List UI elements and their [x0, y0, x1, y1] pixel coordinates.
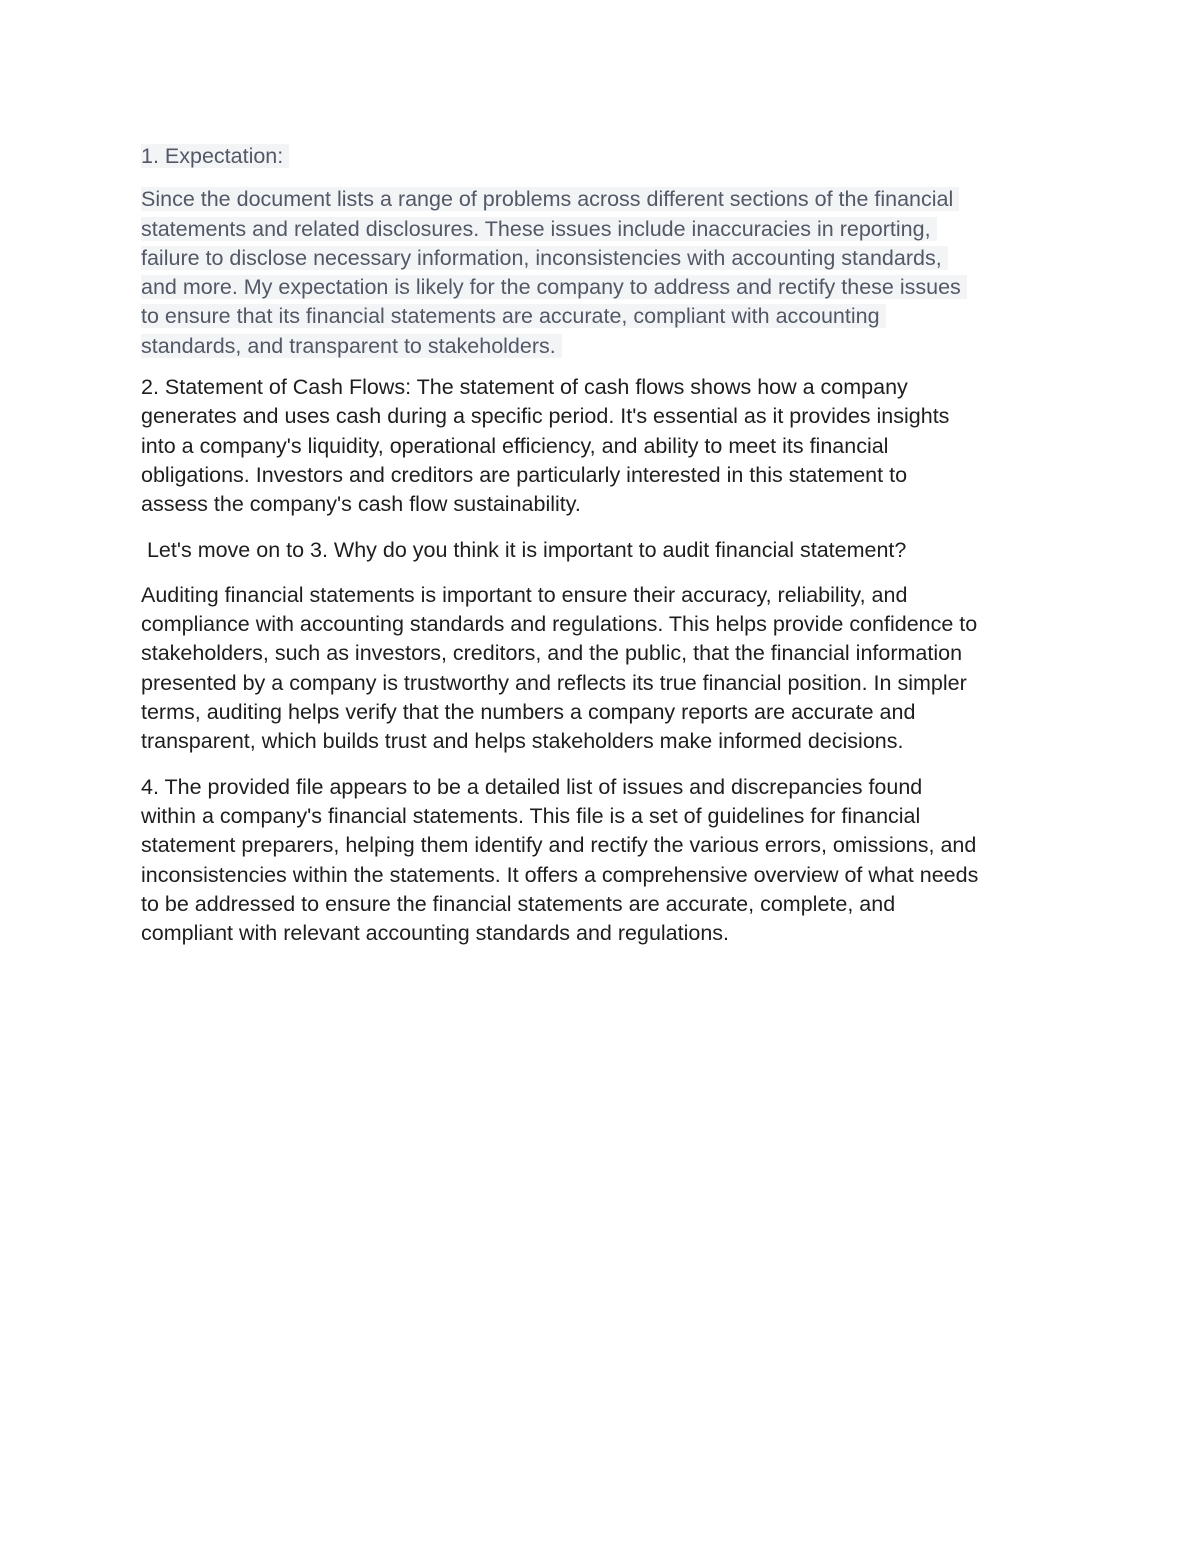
cash-flows-paragraph: [141, 373, 1061, 519]
paragraph-line: to be addressed to ensure the financial statements are accurate, complete, and: [141, 891, 896, 916]
audit-question-paragraph: [141, 536, 1061, 565]
paragraph-line: failure to disclose necessary information, inconsistencies with accounting standards,: [141, 246, 948, 270]
paragraph-line: into a company's liquidity, operational efficiency, and ability to meet its financial: [141, 433, 889, 458]
expectation-heading-block: [141, 142, 1061, 171]
paragraph-line: to ensure that its financial statements are accurate, compliant with accounting: [141, 304, 886, 328]
paragraph-line: obligations. Investors and creditors are particularly interested in this statement to: [141, 462, 908, 487]
paragraph-line: compliance with accounting standards and regulations. This helps provide confidence to: [141, 612, 978, 637]
paragraph-line: inconsistencies within the statements. It offers a comprehensive overview of what needs: [141, 862, 979, 887]
paragraph-line: statements and related disclosures. These issues include inaccuracies in reporting,: [141, 217, 937, 241]
audit-answer-paragraph: [141, 581, 1061, 757]
document-page: [141, 142, 1061, 964]
spacer: [141, 171, 1061, 185]
provided-file-paragraph: [141, 773, 1061, 949]
expectation-heading: 1. Expectation:: [141, 144, 289, 168]
paragraph-line: transparent, which builds trust and helps stakeholders make informed decisions.: [141, 729, 904, 754]
paragraph-line: compliant with relevant accounting standards and regulations.: [141, 921, 730, 946]
paragraph-line: within a company's financial statements. This file is a set of guidelines for financial: [141, 803, 921, 828]
paragraph-line: stakeholders, such as investors, creditors, and the public, that the financial information: [141, 641, 963, 666]
paragraph-line: statement preparers, helping them identify and rectify the various errors, omissions, and: [141, 833, 977, 858]
paragraph-line: Auditing financial statements is important to ensure their accuracy, reliability, and: [141, 582, 908, 607]
paragraph-line: standards, and transparent to stakeholders.: [141, 334, 562, 358]
paragraph-line: 2. Statement of Cash Flows: The statement of cash flows shows how a company: [141, 375, 908, 400]
paragraph-line: generates and uses cash during a specific period. It's essential as it provides insights: [141, 404, 950, 429]
paragraph-line: terms, auditing helps verify that the numbers a company reports are accurate and: [141, 700, 916, 725]
paragraph-line: 4. The provided file appears to be a detailed list of issues and discrepancies found: [141, 774, 923, 799]
paragraph-line: Since the document lists a range of problems across different sections of the financial: [141, 187, 959, 211]
paragraph-line: assess the company's cash flow sustainability.: [141, 492, 581, 517]
paragraph-line: and more. My expectation is likely for the company to address and rectify these issues: [141, 275, 967, 299]
paragraph-line: Let's move on to 3. Why do you think it is important to audit financial statement?: [141, 537, 907, 562]
paragraph-line: presented by a company is trustworthy and reflects its true financial position. In simpler: [141, 670, 967, 695]
expectation-paragraph: [141, 185, 1061, 361]
